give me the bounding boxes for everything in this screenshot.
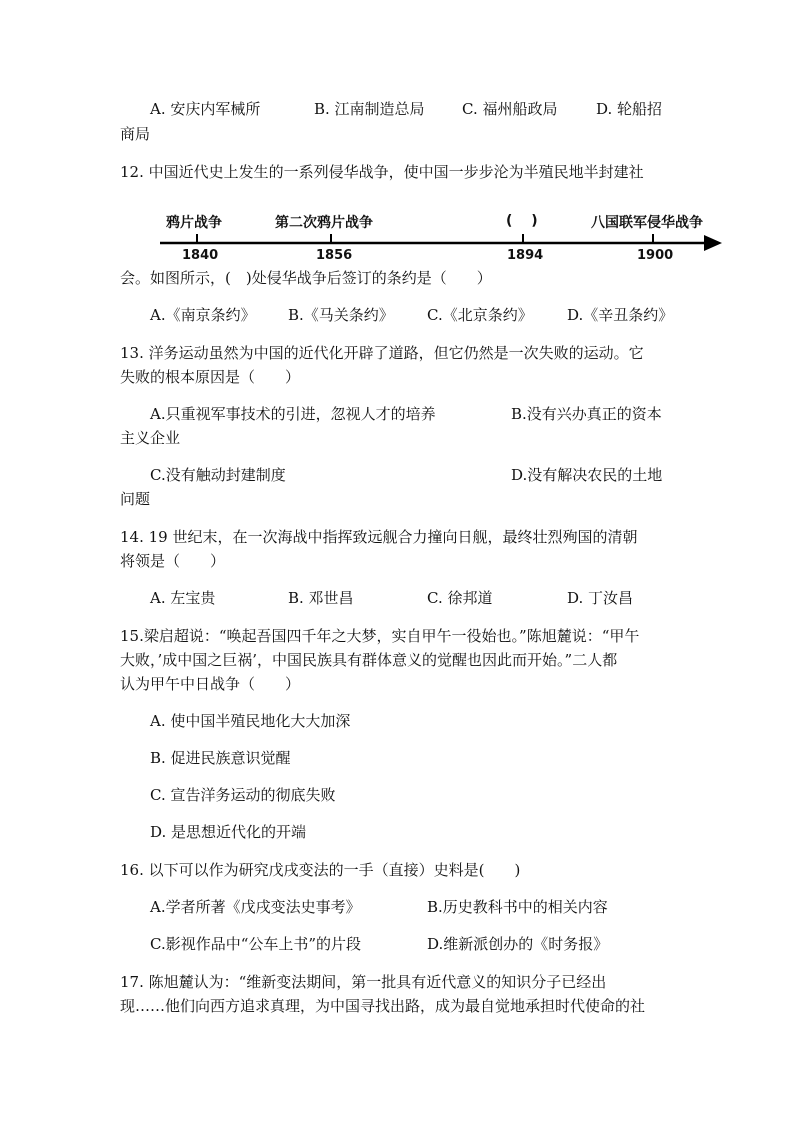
q16-option-a[interactable]: A.学者所著《戊戌变法史事考》 xyxy=(150,898,361,916)
q12-option-a[interactable]: A.《南京条约》 xyxy=(150,306,256,324)
q13-option-c[interactable]: C.没有触动封建制度 xyxy=(150,466,286,484)
q15-option-b[interactable]: B. 促进民族意识觉醒 xyxy=(150,749,291,767)
q12-stem-line2: 会。如图所示，( )处侵华战争后签订的条约是（ ） xyxy=(120,269,492,287)
q14-option-c[interactable]: C. 徐邦道 xyxy=(427,589,493,607)
q12-option-b[interactable]: B.《马关条约》 xyxy=(288,306,394,324)
q12-stem-line1: 12. 中国近代史上发生的一系列侵华战争，使中国一步步沦为半殖民地半封建社 xyxy=(120,163,644,181)
timeline-year-1900: 1900 xyxy=(637,248,674,263)
q16-option-d[interactable]: D.维新派创办的《时务报》 xyxy=(427,935,609,953)
q13-option-b[interactable]: B.没有兴办真正的资本 xyxy=(511,405,662,423)
q15-stem-line2: 大败，’成中国之巨祸’，中国民族具有群体意义的觉醒也因此而开始。”二人都 xyxy=(120,651,618,669)
q14-option-b[interactable]: B. 邓世昌 xyxy=(288,589,354,607)
timeline-year-1894: 1894 xyxy=(507,248,544,263)
q13-stem-line2: 失败的根本原因是（ ） xyxy=(120,368,301,386)
q14-option-a[interactable]: A. 左宝贵 xyxy=(150,589,216,607)
q16-option-b[interactable]: B.历史教科书中的相关内容 xyxy=(427,898,608,916)
q15-option-c[interactable]: C. 宣告洋务运动的彻底失败 xyxy=(150,786,336,804)
q11-option-c[interactable]: C. 福州船政局 xyxy=(462,100,558,118)
timeline-event-4-label: 八国联军侵华战争 xyxy=(591,215,703,231)
timeline xyxy=(0,0,794,300)
q13-option-b-wrap: 主义企业 xyxy=(120,429,181,447)
q11-option-b[interactable]: B. 江南制造总局 xyxy=(314,100,425,118)
q11-option-d[interactable]: D. 轮船招 xyxy=(596,100,663,118)
timeline-event-2-label: 第二次鸦片战争 xyxy=(275,215,373,231)
q17-stem-line1: 17. 陈旭麓认为：“维新变法期间，第一批具有近代意义的知识分子已经出 xyxy=(120,973,607,991)
timeline-year-1840: 1840 xyxy=(182,248,219,263)
q16-stem: 16. 以下可以作为研究戊戌变法的一手（直接）史料是( ) xyxy=(120,861,521,879)
q15-stem-line3: 认为甲午中日战争（ ） xyxy=(120,675,301,693)
q13-stem-line1: 13. 洋务运动虽然为中国的近代化开辟了道路，但它仍然是一次失败的运动。它 xyxy=(120,344,644,362)
timeline-axis xyxy=(0,0,794,300)
q13-option-d-wrap: 问题 xyxy=(120,490,151,508)
timeline-event-1-label: 鸦片战争 xyxy=(166,215,222,231)
timeline-year-1856: 1856 xyxy=(316,248,353,263)
q13-option-d[interactable]: D.没有解决农民的土地 xyxy=(511,466,663,484)
q13-option-a[interactable]: A.只重视军事技术的引进，忽视人才的培养 xyxy=(150,405,436,423)
timeline-arrowhead xyxy=(704,235,722,251)
q11-option-d-wrap: 商局 xyxy=(120,125,151,143)
q12-option-c[interactable]: C.《北京条约》 xyxy=(427,306,533,324)
q15-option-d[interactable]: D. 是思想近代化的开端 xyxy=(150,823,307,841)
q14-stem-line2: 将领是（ ） xyxy=(120,552,226,570)
q15-option-a[interactable]: A. 使中国半殖民地化大大加深 xyxy=(150,712,351,730)
q16-option-c[interactable]: C.影视作品中“公车上书”的片段 xyxy=(150,935,362,953)
timeline-event-3-label: ( ) xyxy=(506,213,538,229)
q12-option-d[interactable]: D.《辛丑条约》 xyxy=(567,306,674,324)
q14-stem-line1: 14. 19 世纪末，在一次海战中指挥致远舰合力撞向日舰，最终壮烈殉国的清朝 xyxy=(120,528,638,546)
q11-option-a[interactable]: A. 安庆内军械所 xyxy=(150,100,261,118)
q15-stem-line1: 15.梁启超说：“唤起吾国四千年之大梦，实自甲午一役始也。”陈旭麓说：“甲午 xyxy=(120,627,640,645)
q17-stem-line2: 现……他们向西方追求真理，为中国寻找出路，成为最自觉地承担时代使命的社 xyxy=(120,997,646,1015)
q14-option-d[interactable]: D. 丁汝昌 xyxy=(567,589,634,607)
